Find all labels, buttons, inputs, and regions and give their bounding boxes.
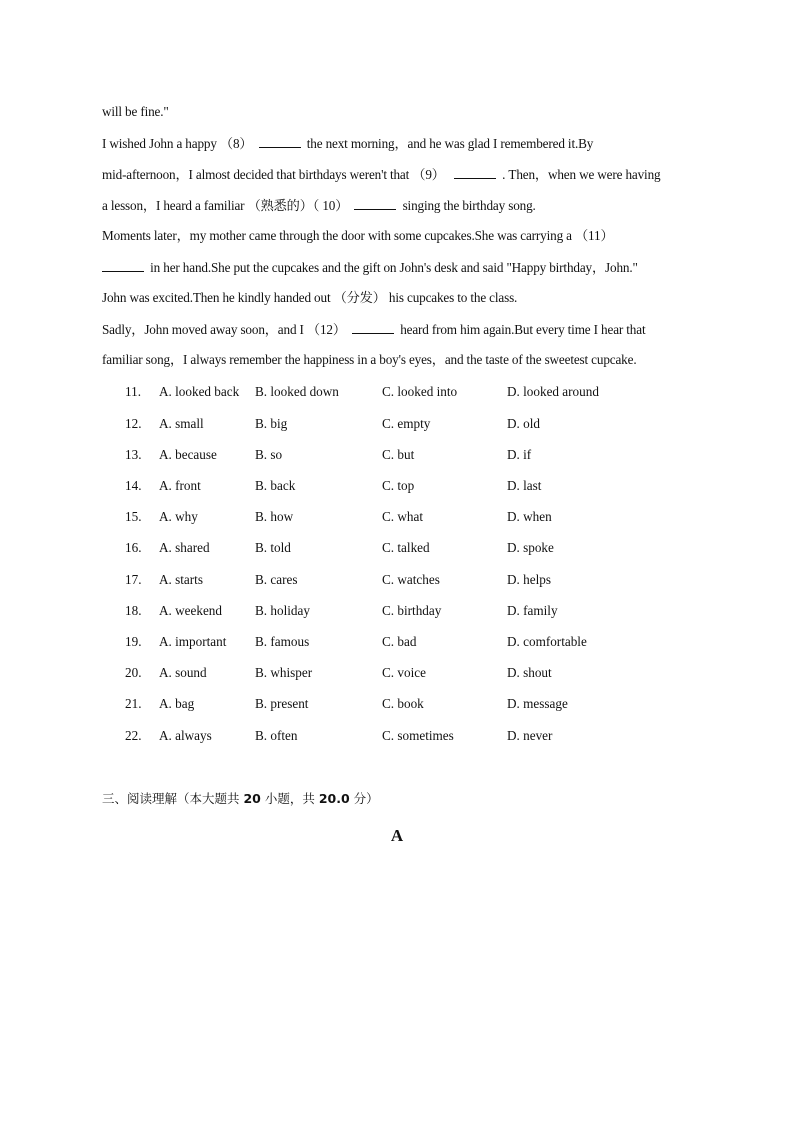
answer-blank-9[interactable]	[454, 166, 496, 179]
section-title-middle: 小题，共	[260, 791, 319, 806]
option-c[interactable]: C. empty	[382, 416, 431, 431]
passage-text: will be fine."	[102, 104, 169, 119]
question-row	[0, 695, 794, 713]
question-row	[0, 539, 794, 557]
passage-text: a lesson，I heard a familiar （熟悉的）（ 10）	[102, 198, 349, 213]
option-d[interactable]: D. family	[507, 603, 558, 618]
question-row	[0, 664, 794, 682]
option-d[interactable]: D. helps	[507, 572, 551, 587]
section-question-count: 20	[243, 791, 261, 806]
question-row	[0, 727, 794, 745]
answer-blank-10[interactable]	[354, 197, 396, 210]
option-d[interactable]: D. shout	[507, 665, 552, 680]
section-title-prefix: 三、阅读理解（本大题共	[102, 791, 244, 806]
option-c[interactable]: C. bad	[382, 634, 417, 649]
option-b[interactable]: B. famous	[255, 634, 310, 649]
option-a[interactable]: A. bag	[159, 696, 195, 711]
passage-line-6	[102, 259, 638, 276]
option-d[interactable]: D. never	[507, 728, 553, 743]
option-b[interactable]: B. how	[255, 509, 294, 524]
option-a[interactable]: A. always	[159, 728, 212, 743]
option-d[interactable]: D. when	[507, 509, 552, 524]
passage-text: heard from him again.But every time I hear that	[400, 322, 646, 337]
question-row	[0, 602, 794, 620]
option-c[interactable]: C. looked into	[382, 384, 458, 399]
question-number: 18.	[125, 603, 142, 618]
question-row	[0, 415, 794, 433]
passage-text: Sadly，John moved away soon，and I （12）	[102, 322, 346, 337]
option-b[interactable]: B. looked down	[255, 384, 339, 399]
option-c[interactable]: C. sometimes	[382, 728, 454, 743]
option-a[interactable]: A. because	[159, 447, 217, 462]
passage-text: singing the birthday song.	[402, 198, 536, 213]
option-c[interactable]: C. talked	[382, 540, 430, 555]
answer-blank-12[interactable]	[352, 321, 394, 334]
option-d[interactable]: D. if	[507, 447, 532, 462]
section-score: 20.0	[318, 791, 350, 806]
question-row	[0, 446, 794, 464]
option-a[interactable]: A. why	[159, 509, 198, 524]
passage-text: . Then，when we were having	[502, 167, 661, 182]
option-d[interactable]: D. last	[507, 478, 542, 493]
question-number: 16.	[125, 540, 142, 555]
option-a[interactable]: A. weekend	[159, 603, 222, 618]
section-title-suffix: 分）	[349, 791, 379, 806]
question-row	[0, 477, 794, 495]
option-d[interactable]: D. spoke	[507, 540, 554, 555]
passage-line-7	[102, 290, 517, 306]
option-c[interactable]: C. voice	[382, 665, 426, 680]
option-c[interactable]: C. but	[382, 447, 415, 462]
answer-blank-11[interactable]	[102, 259, 144, 272]
option-c[interactable]: C. top	[382, 478, 415, 493]
question-row	[0, 383, 794, 401]
question-row	[0, 633, 794, 651]
passage-line-2	[102, 135, 593, 152]
question-number: 15.	[125, 509, 142, 524]
option-b[interactable]: B. told	[255, 540, 291, 555]
option-a[interactable]: A. important	[159, 634, 227, 649]
option-b[interactable]: B. present	[255, 696, 309, 711]
option-a[interactable]: A. front	[159, 478, 201, 493]
option-b[interactable]: B. often	[255, 728, 298, 743]
passage-line-5	[102, 228, 613, 244]
option-a[interactable]: A. shared	[159, 540, 210, 555]
question-number: 20.	[125, 665, 142, 680]
question-number: 17.	[125, 572, 142, 587]
passage-label: A	[390, 826, 404, 845]
question-number: 19.	[125, 634, 142, 649]
passage-text: mid-afternoon，I almost decided that birthdays weren't that （9）	[102, 167, 445, 182]
question-row	[0, 571, 794, 589]
option-b[interactable]: B. so	[255, 447, 283, 462]
option-d[interactable]: D. old	[507, 416, 540, 431]
passage-text: John was excited.Then he kindly handed out （分发） his cupcakes to the class.	[102, 290, 518, 305]
question-number: 22.	[125, 728, 142, 743]
question-number: 12.	[125, 416, 142, 431]
option-b[interactable]: B. whisper	[255, 665, 313, 680]
option-d[interactable]: D. message	[507, 696, 568, 711]
option-a[interactable]: A. small	[159, 416, 204, 431]
passage-line-3	[102, 166, 660, 183]
option-b[interactable]: B. holiday	[255, 603, 310, 618]
passage-text: Moments later，my mother came through the door with some cupcakes.She was carrying a （11）	[102, 228, 614, 243]
question-number: 14.	[125, 478, 142, 493]
passage-text: familiar song，I always remember the happiness in a boy's eyes，and the taste of the sweetest cupcake.	[102, 352, 637, 367]
option-d[interactable]: D. comfortable	[507, 634, 587, 649]
option-c[interactable]: C. watches	[382, 572, 440, 587]
option-a[interactable]: A. starts	[159, 572, 203, 587]
option-a[interactable]: A. sound	[159, 665, 207, 680]
option-b[interactable]: B. big	[255, 416, 288, 431]
option-c[interactable]: C. book	[382, 696, 424, 711]
answer-blank-8[interactable]	[259, 135, 301, 148]
question-number: 13.	[125, 447, 142, 462]
option-c[interactable]: C. birthday	[382, 603, 442, 618]
passage-line-4	[102, 197, 536, 214]
passage-text: the next morning，and he was glad I remembered it.By	[306, 136, 594, 151]
passage-line-1	[102, 104, 169, 120]
section-title	[102, 790, 379, 808]
question-row	[0, 508, 794, 526]
option-d[interactable]: D. looked around	[507, 384, 599, 399]
option-c[interactable]: C. what	[382, 509, 424, 524]
option-a[interactable]: A. looked back	[159, 384, 240, 399]
question-number: 21.	[125, 696, 142, 711]
option-b[interactable]: B. cares	[255, 572, 298, 587]
passage-text: in her hand.She put the cupcakes and the gift on John's desk and said "Happy birthday，John."	[150, 260, 638, 275]
option-b[interactable]: B. back	[255, 478, 296, 493]
passage-text: I wished John a happy （8）	[102, 136, 253, 151]
passage-line-9	[102, 352, 636, 368]
question-number: 11.	[125, 384, 141, 399]
passage-line-8	[102, 321, 645, 338]
